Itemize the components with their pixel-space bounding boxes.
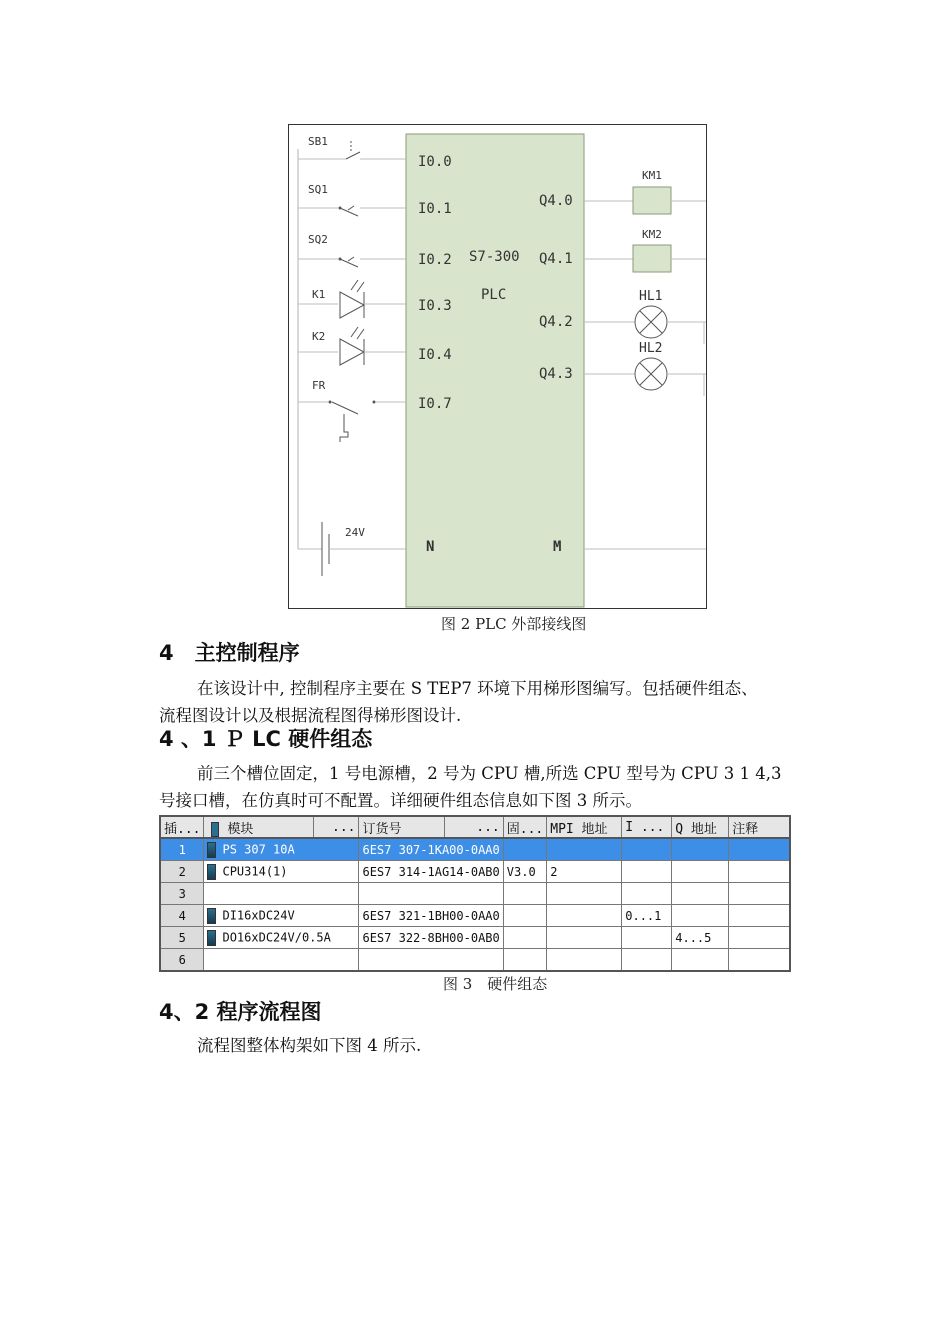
cell-order: 6ES7 322-8BH00-0AB0 xyxy=(359,927,503,949)
input-i0-1: I0.1 xyxy=(418,201,452,217)
cell-q-address xyxy=(672,905,729,927)
cell-q-address xyxy=(672,838,729,861)
cell-firmware xyxy=(503,883,546,905)
input-i0-4: I0.4 xyxy=(418,347,452,363)
cell-module: DO16xDC24V/0.5A xyxy=(204,927,359,949)
cell-i-address xyxy=(622,927,672,949)
input-i0-2: I0.2 xyxy=(418,252,452,268)
label-sq1: SQ1 xyxy=(308,183,328,196)
plc-model-label: S7-300 xyxy=(469,249,520,265)
col-slot-header[interactable]: 插... xyxy=(160,816,204,838)
cell-order: 6ES7 321-1BH00-0AA0 xyxy=(359,905,503,927)
label-hl2: HL2 xyxy=(639,341,663,356)
cell-mpi xyxy=(547,949,622,972)
col-firmware-header[interactable]: 固... xyxy=(503,816,546,838)
cell-comment xyxy=(729,949,790,972)
plc-label: PLC xyxy=(481,287,507,303)
section42-para: 流程图整体构架如下图 4 所示. xyxy=(197,1036,422,1055)
cell-comment xyxy=(729,861,790,883)
label-hl1: HL1 xyxy=(639,289,663,304)
cell-q-address xyxy=(672,861,729,883)
table-row[interactable] xyxy=(160,861,790,883)
table-row[interactable] xyxy=(160,838,790,861)
label-sb1: SB1 xyxy=(308,135,328,148)
cell-mpi xyxy=(547,838,622,861)
terminal-m: M xyxy=(553,539,562,555)
cell-firmware xyxy=(503,905,546,927)
input-i0-0: I0.0 xyxy=(418,154,452,170)
plc-wiring-diagram xyxy=(288,124,707,609)
cell-i-address xyxy=(622,949,672,972)
col-module-more-header[interactable]: ... xyxy=(314,816,359,838)
figure2-caption: 图 2 PLC 外部接线图 xyxy=(441,615,587,633)
section41-para-line1: 前三个槽位固定，1 号电源槽，2 号为 CPU 槽,所选 CPU 型号为 CPU 3 1 4,3 xyxy=(197,764,782,783)
col-q-address-header[interactable]: Q 地址 xyxy=(672,816,729,838)
cell-module: CPU314(1) xyxy=(204,861,359,883)
cell-firmware xyxy=(503,949,546,972)
label-k2: K2 xyxy=(312,330,326,343)
col-order-more-header[interactable]: ... xyxy=(444,816,503,838)
cell-module xyxy=(204,883,359,905)
cell-mpi xyxy=(547,927,622,949)
table-row[interactable] xyxy=(160,949,790,972)
module-header-icon xyxy=(211,822,219,837)
cell-mpi xyxy=(547,883,622,905)
module-icon xyxy=(207,930,216,946)
section4-heading: 4 主控制程序 xyxy=(159,641,300,665)
cell-q-address: 4...5 xyxy=(672,927,729,949)
section41-para-line2: 号接口槽，在仿真时可不配置。详细硬件组态信息如下图 3 所示。 xyxy=(159,791,642,810)
cell-firmware xyxy=(503,927,546,949)
label-sq2: SQ2 xyxy=(308,233,328,246)
cell-slot: 1 xyxy=(160,838,204,861)
output-q4-3: Q4.3 xyxy=(539,366,573,382)
cell-mpi: 2 xyxy=(547,861,622,883)
col-module-header[interactable]: 模块 xyxy=(204,816,314,838)
output-q4-0: Q4.0 xyxy=(539,193,573,209)
cell-slot: 2 xyxy=(160,861,204,883)
cell-mpi xyxy=(547,905,622,927)
cell-slot: 4 xyxy=(160,905,204,927)
terminal-n: N xyxy=(426,539,435,555)
cell-i-address xyxy=(622,838,672,861)
label-km1: KM1 xyxy=(642,169,662,182)
cell-order xyxy=(359,883,503,905)
figure3-caption: 图 3 硬件组态 xyxy=(443,975,548,993)
col-i-address-header[interactable]: I ... xyxy=(622,816,672,838)
cell-slot: 6 xyxy=(160,949,204,972)
cell-module: DI16xDC24V xyxy=(204,905,359,927)
table-header-row xyxy=(160,816,790,838)
table-row[interactable] xyxy=(160,883,790,905)
cell-module xyxy=(204,949,359,972)
module-icon xyxy=(207,842,216,858)
label-km2: KM2 xyxy=(642,228,662,241)
cell-firmware xyxy=(503,838,546,861)
cell-comment xyxy=(729,927,790,949)
cell-order xyxy=(359,949,503,972)
label-24v: 24V xyxy=(345,526,365,539)
input-i0-3: I0.3 xyxy=(418,298,452,314)
col-comment-header[interactable]: 注释 xyxy=(729,816,790,838)
cell-module: PS 307 10A xyxy=(204,838,359,861)
cell-order: 6ES7 314-1AG14-0AB0 xyxy=(359,861,503,883)
output-q4-1: Q4.1 xyxy=(539,251,573,267)
cell-comment xyxy=(729,883,790,905)
cell-q-address xyxy=(672,949,729,972)
label-k1: K1 xyxy=(312,288,326,301)
input-i0-7: I0.7 xyxy=(418,396,452,412)
cell-q-address xyxy=(672,883,729,905)
cell-comment xyxy=(729,905,790,927)
label-fr: FR xyxy=(312,379,326,392)
hardware-config-table xyxy=(159,815,791,972)
section41-heading: 4 、1 Ｐ LC 硬件组态 xyxy=(159,727,373,751)
table-row[interactable] xyxy=(160,905,790,927)
col-mpi-header[interactable]: MPI 地址 xyxy=(547,816,622,838)
cell-slot: 3 xyxy=(160,883,204,905)
cell-order: 6ES7 307-1KA00-0AA0 xyxy=(359,838,503,861)
module-icon xyxy=(207,864,216,880)
table-row[interactable] xyxy=(160,927,790,949)
section4-para-line1: 在该设计中, 控制程序主要在 S TEP7 环境下用梯形图编写。包括硬件组态、 xyxy=(197,679,758,698)
section4-para-line2: 流程图设计以及根据流程图得梯形图设计. xyxy=(159,706,462,725)
cell-firmware: V3.0 xyxy=(503,861,546,883)
col-order-header[interactable]: 订货号 xyxy=(359,816,445,838)
cell-i-address xyxy=(622,883,672,905)
section42-heading: 4、2 程序流程图 xyxy=(159,1000,322,1024)
cell-i-address: 0...1 xyxy=(622,905,672,927)
output-q4-2: Q4.2 xyxy=(539,314,573,330)
cell-slot: 5 xyxy=(160,927,204,949)
cell-comment xyxy=(729,838,790,861)
cell-i-address xyxy=(622,861,672,883)
module-icon xyxy=(207,908,216,924)
